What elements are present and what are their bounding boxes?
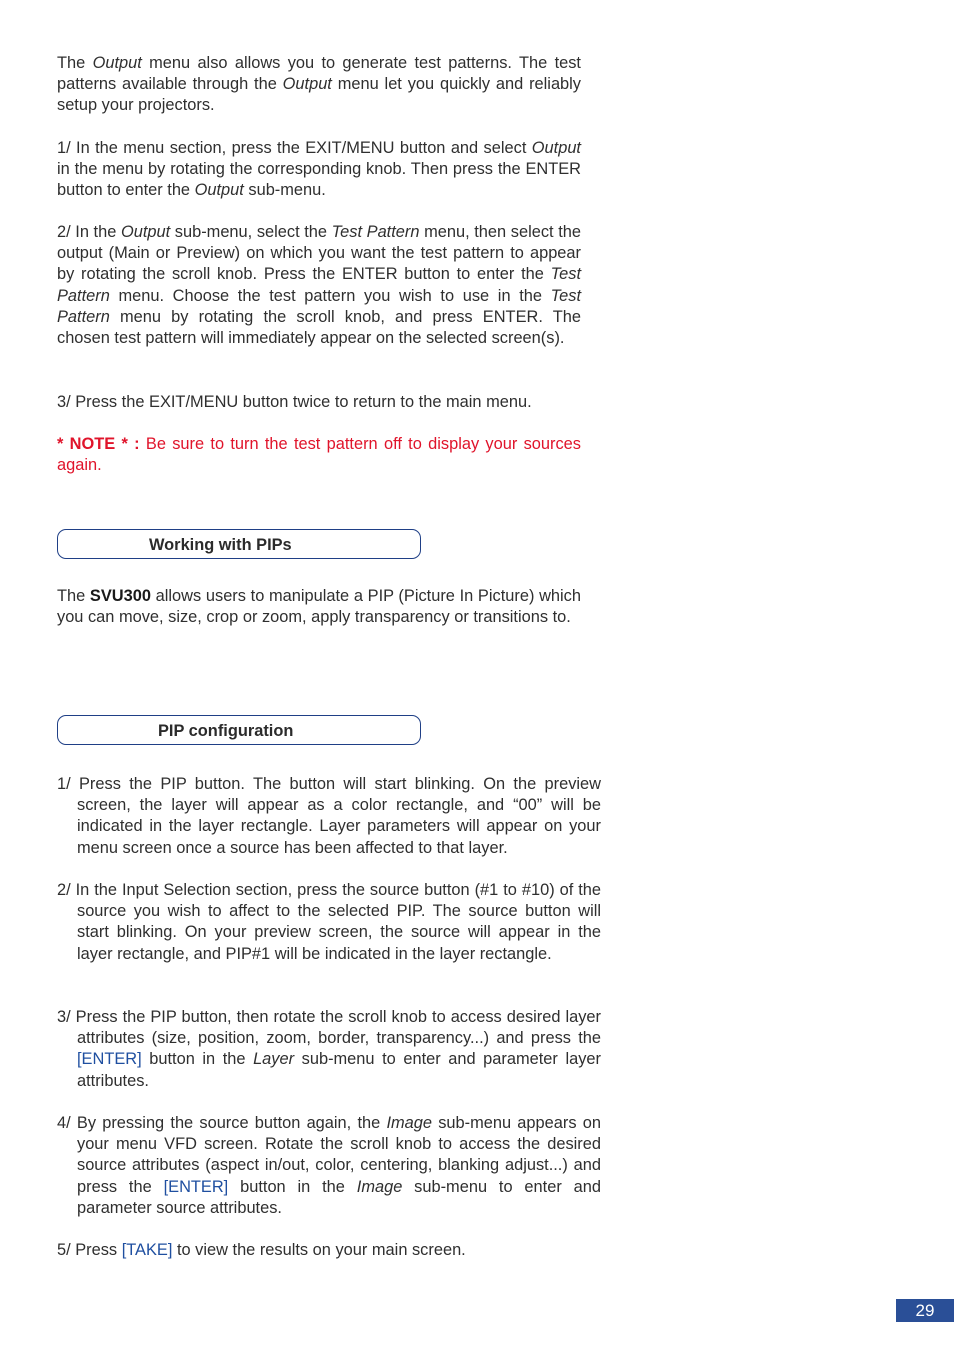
pip-step-4: [57, 1113, 601, 1219]
section-heading-title: PIP configuration: [158, 722, 294, 740]
italic-term: Output: [531, 139, 581, 157]
text-run: to view the results on your main screen.: [172, 1241, 466, 1259]
section-heading-title: Working with PIPs: [149, 536, 292, 554]
note-text: Be sure to turn the test pattern off to display your sources again.: [57, 435, 581, 475]
italic-term: Test Pattern: [57, 265, 581, 305]
pip-step-2: [57, 880, 601, 965]
text-run: 2/ In the: [57, 223, 121, 241]
text-run: menu, then select the output (Main or Preview) on which you want the test pattern to appear by rotating the scroll knob. Press the ENTER button to enter the: [57, 223, 581, 284]
text-run: in the menu by rotating the corresponding knob. Then press the ENTER button to enter the: [57, 160, 581, 200]
italic-term: Output: [120, 223, 171, 241]
text-run: sub-menu, select the: [170, 223, 332, 241]
take-key-reference: [TAKE]: [121, 1241, 173, 1259]
step-3-paragraph: [57, 392, 581, 413]
text-run: 3/ Press the PIP button, then rotate the scroll knob to access desired layer attributes (size, position, zoom, border, transparency...) and press the: [57, 1008, 601, 1048]
text-run: 2/ In the Input Selection section, press the source button (#1 to #10) of the source you wish to affect to the selected PIP. The source button will start blinking. On your preview screen, the source will appear in the layer rectangle, and PIP#1 will be indicated in the layer rectangle.: [57, 881, 601, 963]
text-run: sub-menu.: [243, 181, 326, 200]
pip-step-1: [57, 774, 601, 859]
section-heading-pip-configuration: [57, 715, 421, 745]
page-number-badge: 29: [896, 1299, 954, 1322]
text-run: button in the: [228, 1177, 357, 1196]
text-run: 1/ Press the PIP button. The button will start blinking. On the preview screen, the layer will appear as a color rectangle, and “00” will be indicated in the layer rectangle. Layer parameters will appear on your menu screen once a source has been affected to that layer.: [57, 775, 601, 857]
text-run: The: [57, 587, 90, 605]
text-run: allows users to manipulate a PIP (Picture In Picture) which you can move, size, crop or zoom, apply transparency or transitions to.: [57, 587, 581, 627]
text-run: menu let you quickly and reliably setup your projectors.: [57, 75, 582, 115]
italic-term: Image: [386, 1114, 432, 1132]
italic-term: Test Pattern: [57, 286, 581, 326]
italic-term: Output: [92, 54, 142, 72]
text-run: 1/ In the menu section, press the EXIT/MENU button and select: [57, 139, 532, 157]
text-run: menu also allows you to generate test patterns. The test patterns available through the: [57, 54, 581, 94]
step-1-paragraph: [57, 138, 581, 202]
italic-term: Test Pattern: [331, 223, 420, 241]
text-run: sub-menu appears on your menu VFD screen. Rotate the scroll knob to access the desired source attributes (aspect in/out, color, centering, blanking adjust...) and press the: [77, 1114, 601, 1196]
italic-term: Image: [356, 1177, 403, 1196]
text-run: sub-menu to enter and parameter source attributes.: [77, 1177, 601, 1217]
section-heading-working-with-pips: [57, 529, 421, 559]
pip-step-5: [57, 1240, 601, 1261]
text-run: sub-menu to enter and parameter layer attributes.: [77, 1050, 601, 1090]
text-run: menu by rotating the scroll knob, and press ENTER. The chosen test pattern will immediately appear on the selected screen(s).: [57, 307, 581, 348]
text-run: 3/ Press the EXIT/MENU button twice to return to the main menu.: [57, 393, 532, 411]
text-run: The: [57, 54, 93, 72]
italic-term: Output: [194, 181, 244, 200]
text-run: button in the: [141, 1050, 254, 1069]
note-label: * NOTE * :: [57, 435, 140, 453]
pip-step-3: [57, 1007, 601, 1092]
step-2-paragraph: [57, 222, 581, 349]
text-run: 5/ Press: [57, 1241, 122, 1259]
intro-paragraph: [57, 53, 581, 117]
note-paragraph: [57, 434, 581, 476]
text-run: 4/ By pressing the source button again, the: [57, 1114, 387, 1132]
enter-key-reference: [ENTER]: [163, 1177, 229, 1196]
pips-intro-paragraph: [57, 586, 581, 628]
enter-key-reference: [ENTER]: [77, 1050, 142, 1069]
text-run: menu. Choose the test pattern you wish to use in the: [109, 286, 551, 305]
product-name: SVU300: [89, 587, 151, 605]
italic-term: Output: [282, 75, 332, 94]
italic-term: Layer: [253, 1050, 295, 1069]
